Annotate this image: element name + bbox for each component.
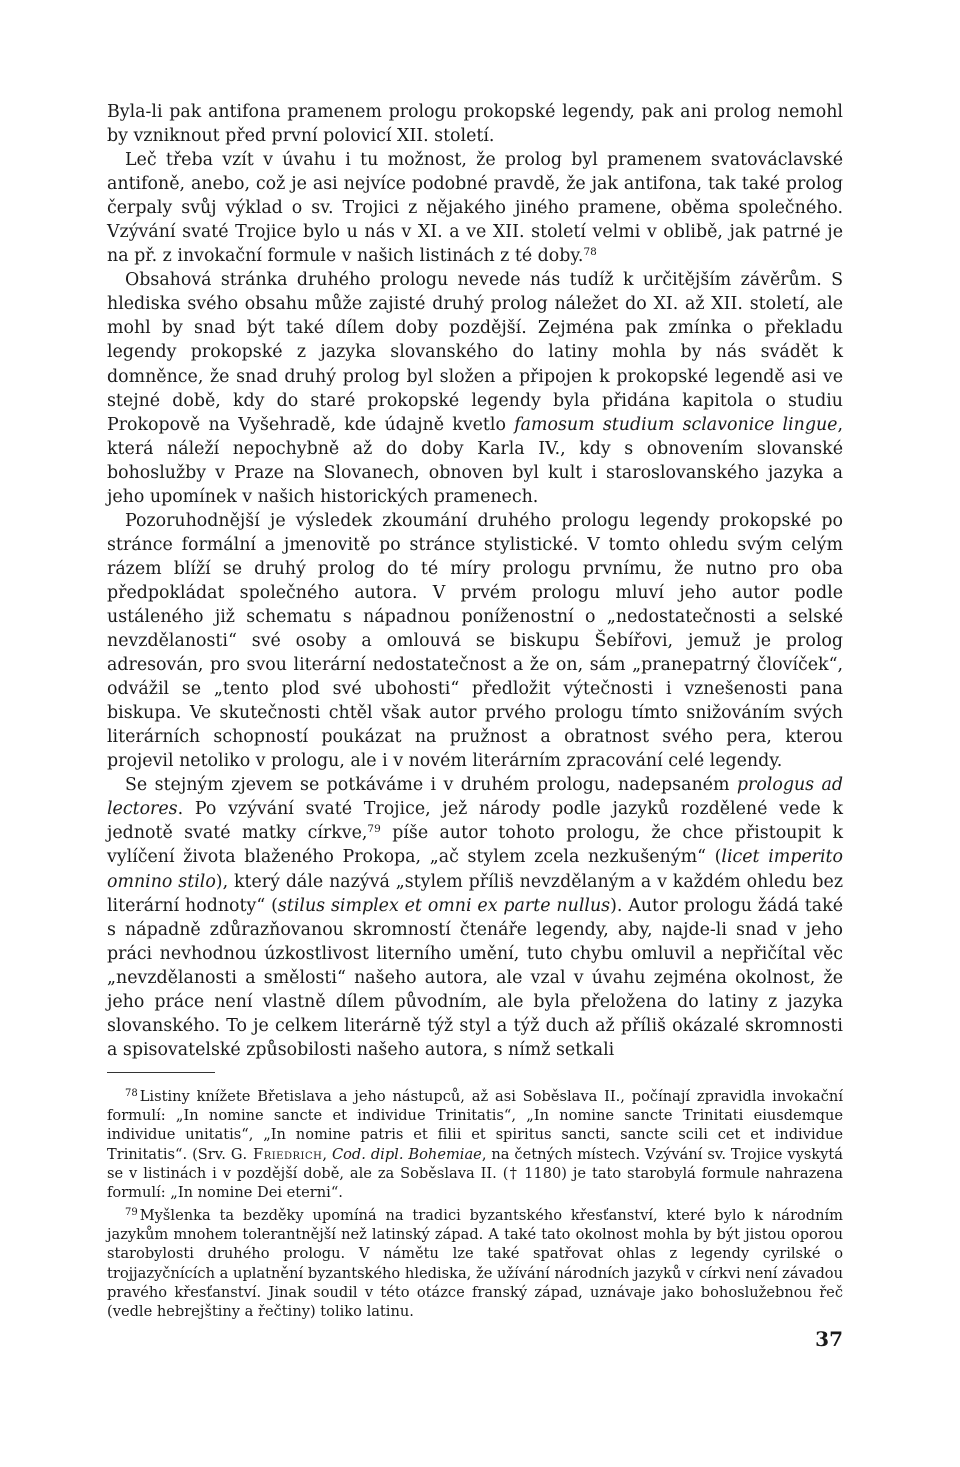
text-run: Obsahová stránka druhého prologu nevede nás tudíž k určitějším závěrům. S hlediska svého obsahu může zajisté druhý prolog náležet do XI. až XII. století, ale mohl by snad být také dílem doby pozdější. Zejména pak zmínka o překladu legendy prokopské z jazyka slovanského do latiny mohla by nás svádět k domněnce, že snad druhý prolog byl složen a připojen k prokopské legendě asi ve stejné době, kdy do staré prokopské legendy byla přidána kapitola o studiu Prokopově na Vyšehradě, kde údajně kvetlo [107,270,843,435]
paragraph-1 [107,100,843,148]
page-content [107,100,843,1321]
text-run: , [322,1145,332,1163]
paragraph-5 [107,773,843,1062]
footnotes [107,1087,843,1322]
text-run: Se stejným zjevem se potkáváme i v druhém prologu, nadepsaném [125,775,737,796]
footnote-text [107,1088,843,1201]
footnote-78 [107,1087,843,1203]
italic-text: licet imperito omnino stilo [107,847,844,892]
italic-text: stilus simplex et omni ex parte nullus [277,895,611,916]
text-run: ), který dále nazývá „stylem příliš nevzdělaným a v každém ohledu bez literární hodnoty“ ( [107,871,844,916]
author-name: G. Friedrich [230,1145,323,1163]
text-run: Byla-li pak antifona pramenem prologu prokopské legendy, pak ani prolog nemohl by vzniknout před první polovicí XII. století. [107,102,843,147]
footnote-number: 79 [125,1206,138,1218]
footnote-number: 78 [125,1087,138,1099]
text-run: Leč třeba vzít v úvahu i tu možnost, že prolog byl pramenem svatováclavské antifoně, anebo, což je asi nejvíce podobné pravdě, že jak antifona, tak také prolog čerpaly svůj výklad o sv. Trojici z nějakého jiného pramene, oběma společného. Vzývání svaté Trojice bylo u nás v XI. a ve XII. století velmi v oblibě, jak patrné je na př. z invokační formule v našich listinách z té doby. [107,150,843,267]
text-run: Listiny knížete Břetislava a jeho nástupců, až asi Soběslava II., počínají zpravidla invokační formulí: „In nomine sancte et individue Trinitatis“, „In nomine sancte Trinitati eiusdemque individue unitatis“, „In nomine patris et filii et spiritus sancti, sancte scili cet et individue Trinitatis“. (Srv. [107,1087,843,1163]
text-run: píše autor tohoto prologu, že chce přistoupit k vylíčení života blaženého Prokopa, „ač stylem zcela nezkušeným“ ( [107,823,843,868]
text-run: Myšlenka ta bezděky upomíná na tradici byzantského křesťanství, které bylo k národním jazykům mnohem tolerantnější než latinský západ. A také tato okolnost mohla by být jistou oporou starobylosti druhého prologu. V námětu lze také spatřovat ohlas z legendy cyrilské o trojjazyčnících a uplatnění byzantského hlediska, že užívání národních jazyků v církvi není závadou pravého křesťanství. Jinak soudil v této otázce franský západ, uznávaje jako bohoslužebnou řeč (vedle hebrejštiny a řečtiny) toliko latinu. [107,1206,843,1321]
text-run: , která náleží nepochybně až do doby Karla IV., kdy s obnovením slovanské bohoslužby v Praze na Slovanech, obnoven byl kult i staroslovanského jazyka a jeho upomínek v našich historických pramenech. [107,414,843,507]
italic-text: Cod. dipl. Bohemiae [331,1145,482,1163]
paragraph-2 [107,148,843,268]
main-text [107,100,843,1062]
italic-text: famosum studium sclavonice lingue [514,414,838,435]
page-number: 37 [815,1327,843,1351]
text-run: Pozoruhodnější je výsledek zkoumání druhého prologu legendy prokopské po stránce formální a jmenovitě po stránce stylistické. V tomto ohledu svým celým rázem blíží se druhý prolog do té míry prologu prvnímu, že nutno pro oba předpokládat společného autora. V prvém prologu mluví jeho autor podle ustáleného již schematu s nápadnou poníženostní o „nedostatečnosti a selské nevzdělanosti“ své osoby a omlouvá se biskupu Šebířovi, jemuž je prolog adresován, pro svou literární nedostatečnost a že on, sám „pranepatrný človíček“, odvážil se „tento plod své ubohosti“ předložit výtečnosti i vznešenosti pana biskupa. Ve skutečnosti chtěl však autor prvého prologu tímto snižováním svých literárních schopností poukázat na pružnost a obratnost svého pera, kterou projevil netoliko v prologu, ale i v novém literárním zpracování celé legendy. [107,510,843,772]
text-run: . Po vzývání svaté Trojice, jež národy podle jazyků rozdělené vede k jednotě svaté matky církve, [107,799,843,844]
text-run: , na četných místech. Vzývání sv. Trojice vyskytá se v listinách i v pozdější době, ale za Soběslava II. († 1180) je tato starobylá formule nahrazena formulí: „In nomine Dei eterni“. [107,1145,843,1202]
italic-text: prologus ad lectores [107,775,843,820]
footnote-separator [107,1072,215,1073]
footnote-79 [107,1206,843,1322]
footnote-reference: 79 [367,823,381,836]
text-run: ). Autor prologu žádá také s nápadně zdůrazňovanou skromností čtenáře legendy, aby, najde-li snad v jeho práci nevhodnou úzkostlivost literního umění, tuto chybu omluvil a nepřičítal věc „nevzdělanosti a smělosti“ našeho autora, ale vzal v úvahu zejména okolnost, že jeho práce není vlastně dílem původním, ale byla přeložena do latiny z jazyka slovanského. To je celkem literárně týž styl a týž duch až příliš okázalé skromnosti a spisovatelské způsobilosti našeho autora, s nímž setkali [107,895,843,1060]
paragraph-4 [107,509,843,774]
footnote-reference: 78 [583,246,597,259]
footnote-text [107,1207,843,1320]
paragraph-3 [107,268,843,508]
